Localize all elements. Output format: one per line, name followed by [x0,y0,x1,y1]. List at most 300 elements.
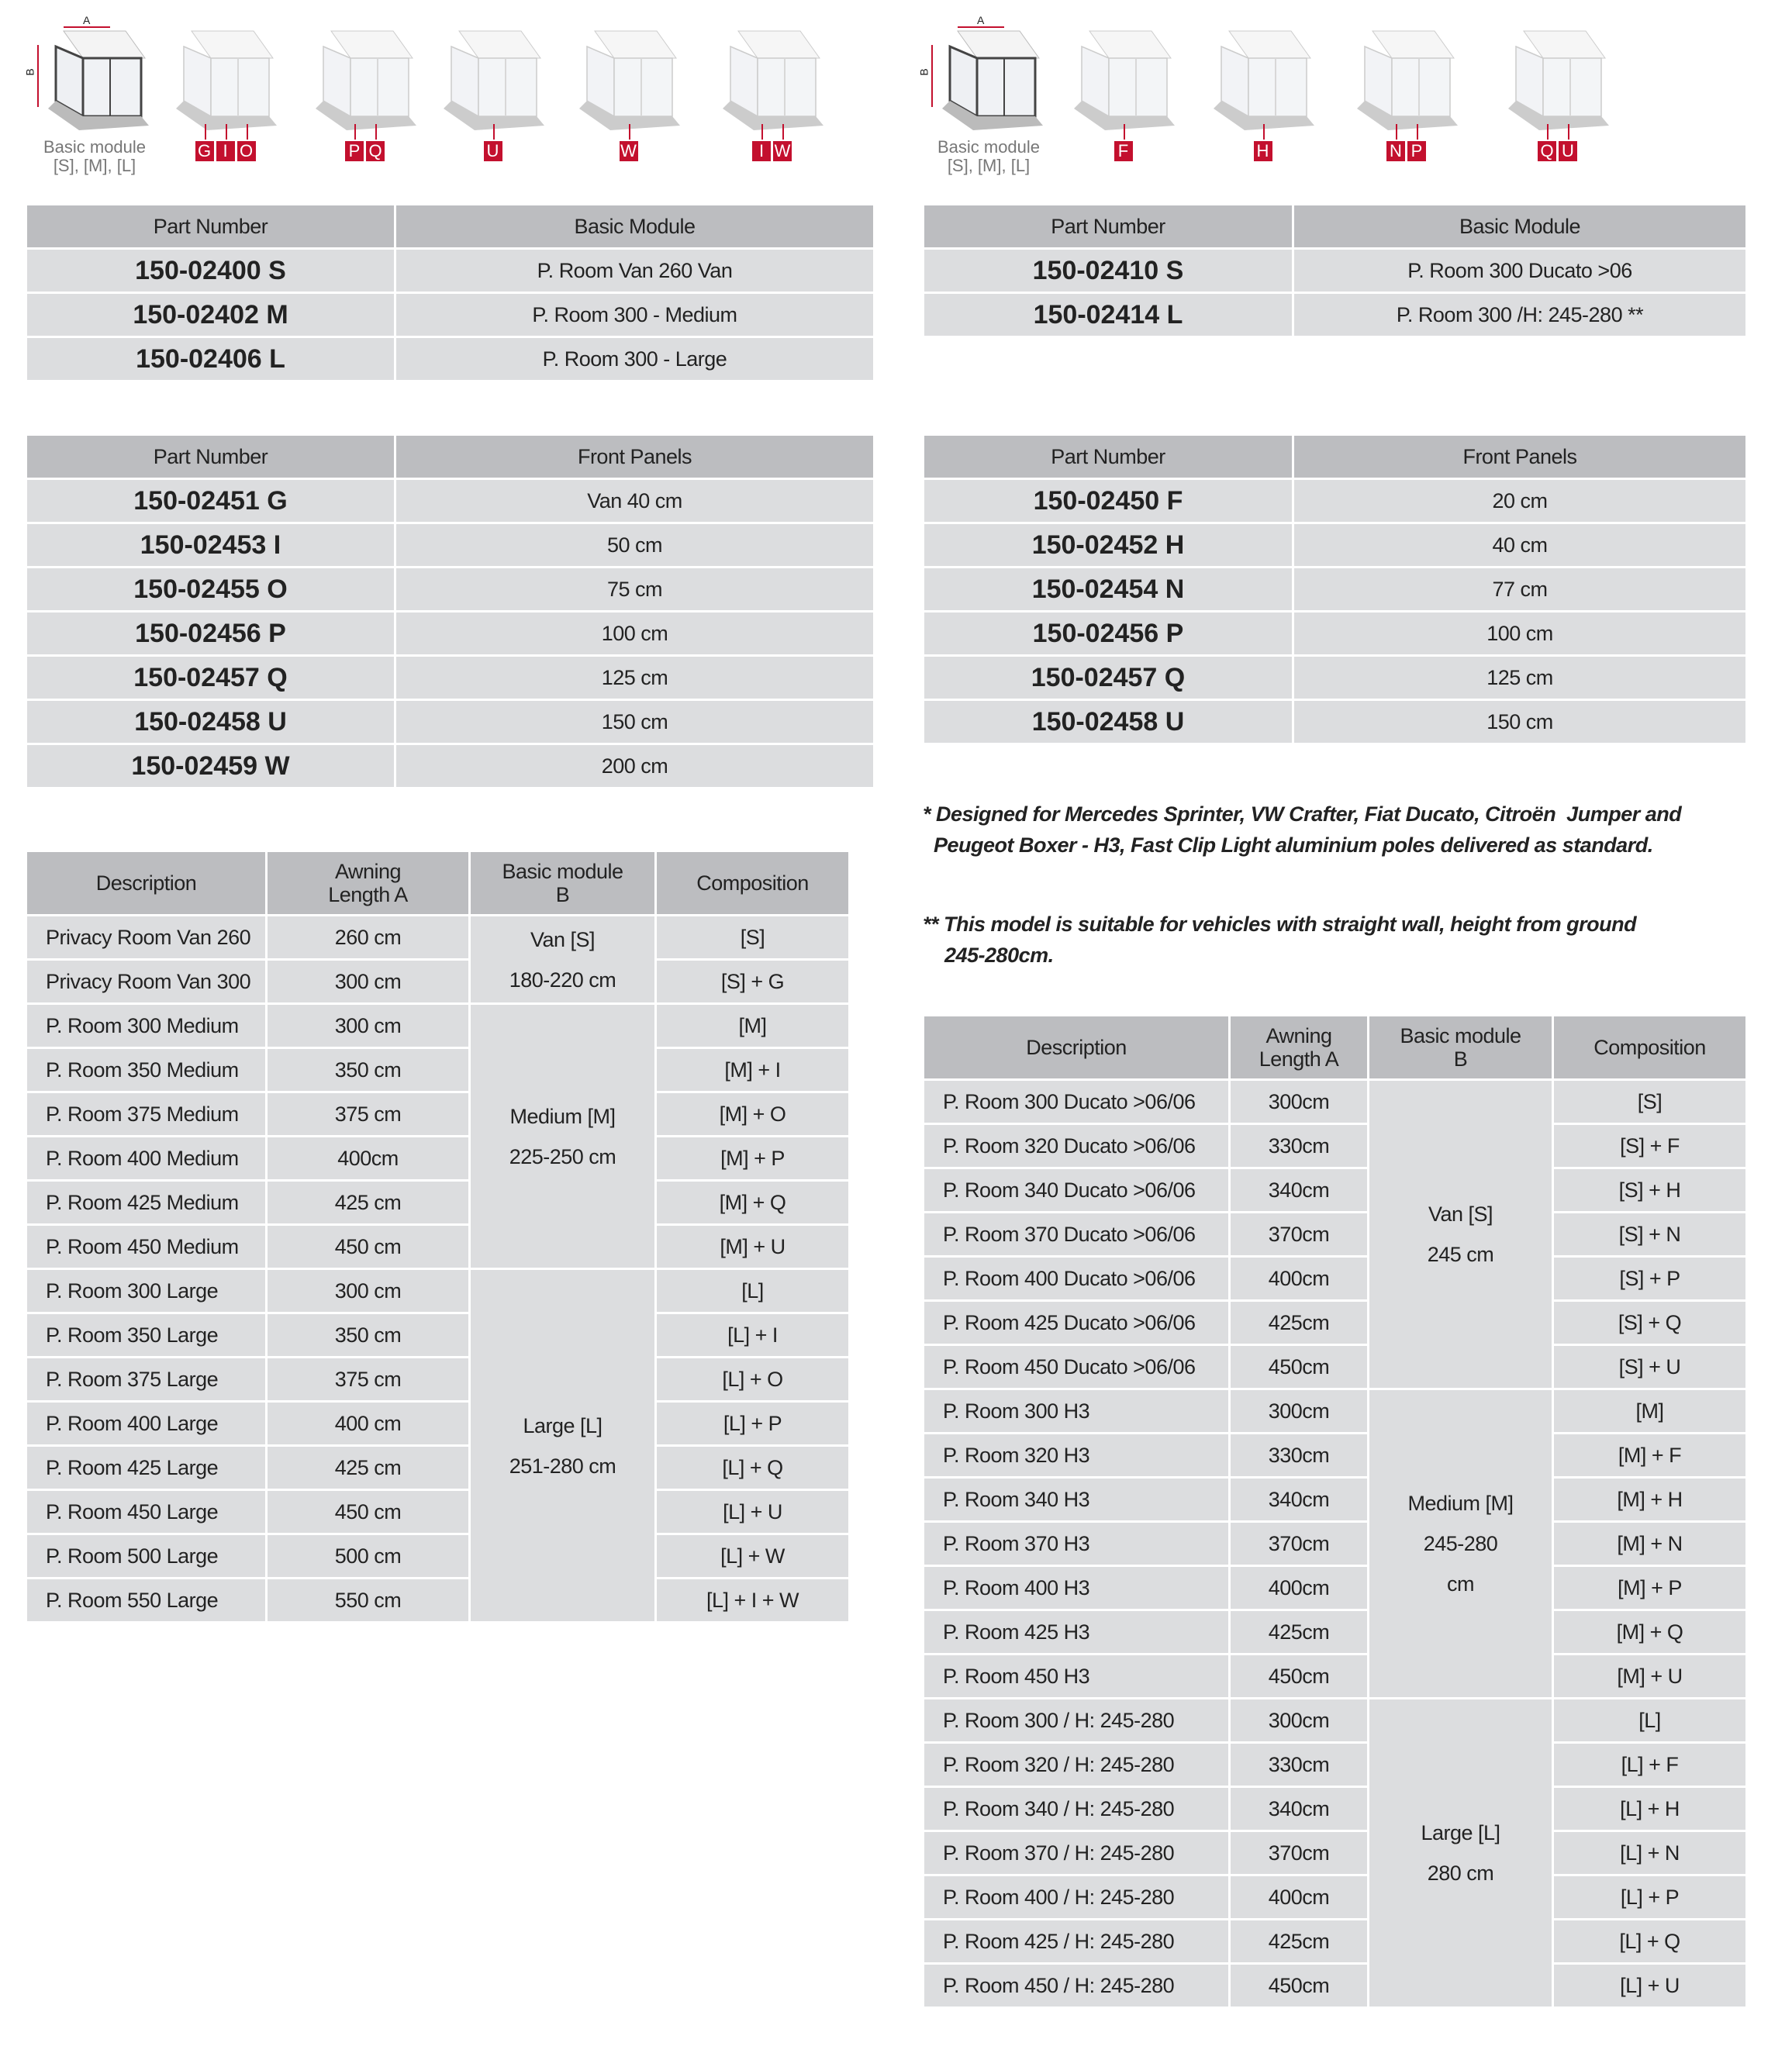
dimension-b-line [931,45,933,107]
basic-module-line: Large [L] [1421,1821,1500,1844]
basic-module-line: Van [S] [1428,1203,1493,1226]
awning-length: 450cm [1230,1964,1369,2008]
panel-letter-badge: Q [366,141,385,161]
panel-marker-line [226,124,227,140]
basic-module-line: Large [L] [523,1413,603,1437]
table-row [924,568,1747,612]
awning-length: 350 cm [267,1048,470,1092]
table-row [924,1875,1747,1920]
basic-module-line: 245 cm [1427,1243,1494,1266]
table-row [26,656,875,700]
table-row [924,1920,1747,1964]
header-line: Composition [696,871,809,895]
module-illustrations [919,16,1772,182]
panel-letter-badge: I [216,141,235,161]
basic-module-label [934,138,1043,175]
header-row [924,435,1747,479]
description: P. Room 450 Ducato >06/06 [924,1345,1230,1389]
description: P. Room 425 Medium [26,1181,267,1225]
composition: [M] + O [656,1092,850,1137]
table-row [26,1181,850,1225]
part-number: 150-02452 H [924,523,1293,568]
front-panel-illustration [715,16,831,136]
awning-length: 400cm [1230,1566,1369,1610]
description: P. Room 450 / H: 245-280 [924,1964,1230,2008]
front-panels-table [922,433,1748,745]
part-description: P. Room 300 - Medium [395,293,875,337]
description: P. Room 300 Medium [26,1004,267,1048]
part-number: 150-02458 U [26,700,395,744]
composition: [S] + G [656,960,850,1004]
part-description: P. Room 300 Ducato >06 [1293,249,1747,293]
dimension-b-label: B [23,68,36,76]
composition-table [25,850,851,1624]
awning-length: 300cm [1230,1389,1369,1434]
header-line: Length A [1259,1047,1339,1071]
part-number: 150-02450 F [924,479,1293,523]
table-row [26,916,850,960]
part-number: 150-02459 W [26,744,395,788]
part-number: 150-02406 L [26,337,395,381]
table-row [26,1402,850,1446]
panel-letter-badge: P [1407,141,1426,161]
basic-module-table [25,203,875,382]
panel-marker-line [1124,124,1125,140]
composition: [L] + W [656,1534,850,1579]
part-description: Van 40 cm [395,479,875,523]
description: P. Room 425 Large [26,1446,267,1490]
label-line: Basic module [43,137,147,157]
part-number: 150-02457 Q [924,656,1293,700]
description: P. Room 550 Large [26,1579,267,1623]
description: P. Room 375 Large [26,1358,267,1402]
awning-length: 300cm [1230,1699,1369,1743]
panel-marker-line [1263,124,1265,140]
part-description: 75 cm [395,568,875,612]
table-row [924,1301,1747,1345]
awning-length: 330cm [1230,1434,1369,1478]
table-row [924,249,1747,293]
column-header [1230,1016,1369,1080]
column-header: Part Number [924,205,1293,249]
part-number: 150-02457 Q [26,656,395,700]
awning-length: 300 cm [267,960,470,1004]
header-row [26,205,875,249]
composition: [L] + Q [656,1446,850,1490]
basic-module-line: 225-250 cm [509,1144,616,1168]
part-number: 150-02455 O [26,568,395,612]
part-description: 50 cm [395,523,875,568]
awning-length: 370cm [1230,1831,1369,1875]
part-description: 100 cm [395,612,875,656]
table-row [26,337,875,381]
table-row [924,1124,1747,1168]
label-line: Basic module [937,137,1041,157]
part-description: P. Room Van 260 Van [395,249,875,293]
composition: [S] [1553,1080,1747,1124]
description: P. Room 340 Ducato >06/06 [924,1168,1230,1213]
composition: [L] + H [1553,1787,1747,1831]
awning-length: 340cm [1230,1478,1369,1522]
table-row [26,612,875,656]
composition: [S] + U [1553,1345,1747,1389]
panel-letter-badge: G [195,141,214,161]
column-header [470,851,656,916]
header-row [924,205,1747,249]
part-description: 40 cm [1293,523,1747,568]
awning-length: 340cm [1230,1168,1369,1213]
description: P. Room 300 Ducato >06/06 [924,1080,1230,1124]
description: P. Room 500 Large [26,1534,267,1579]
front-panel-illustration [1349,16,1466,136]
awning-length: 300 cm [267,1004,470,1048]
front-panel-illustration [308,16,424,136]
table-row [26,1358,850,1402]
awning-length: 370cm [1230,1213,1369,1257]
part-description: 200 cm [395,744,875,788]
table-row [26,479,875,523]
module-illustrations [25,16,878,182]
awning-length: 375 cm [267,1092,470,1137]
column-header [1553,1016,1747,1080]
panel-marker-line [493,124,495,140]
table-row [924,612,1747,656]
awning-length: 330cm [1230,1124,1369,1168]
part-number: 150-02453 I [26,523,395,568]
composition: [S] + H [1553,1168,1747,1213]
composition: [M] + Q [1553,1610,1747,1655]
dimension-a-label: A [83,14,91,26]
basic-module-group [1369,1699,1553,2008]
panel-marker-line [761,124,763,140]
header-line: Awning [1265,1024,1332,1047]
description: P. Room 425 / H: 245-280 [924,1920,1230,1964]
awning-length: 375 cm [267,1358,470,1402]
description: P. Room 370 Ducato >06/06 [924,1213,1230,1257]
panel-marker-line [375,124,377,140]
table-row [924,1566,1747,1610]
part-number: 150-02400 S [26,249,395,293]
table-row [26,1534,850,1579]
table-row [924,1743,1747,1787]
header-line: Composition [1593,1036,1706,1059]
description: P. Room 370 H3 [924,1522,1230,1566]
composition: [L] [1553,1699,1747,1743]
composition: [L] + O [656,1358,850,1402]
panel-letter-badge: U [484,141,502,161]
basic-module-line: Medium [M] [1407,1492,1514,1515]
dimension-a-line [64,26,110,28]
basic-module-line: 251-280 cm [509,1454,616,1478]
composition: [M] [1553,1389,1747,1434]
description: P. Room 400 Medium [26,1137,267,1181]
part-number: 150-02410 S [924,249,1293,293]
table-row [26,1490,850,1534]
description: P. Room 400 Ducato >06/06 [924,1257,1230,1301]
front-panel-illustration [168,16,285,136]
part-description: 150 cm [1293,700,1747,744]
description: P. Room 450 Medium [26,1225,267,1269]
dimension-b-label: B [917,68,931,76]
composition: [L] [656,1269,850,1313]
column-header: Part Number [26,205,395,249]
description: P. Room 375 Medium [26,1092,267,1137]
header-row [26,851,850,916]
table-row [924,1213,1747,1257]
table-row [924,1655,1747,1699]
composition: [L] + P [1553,1875,1747,1920]
header-line: Basic module [502,860,623,883]
awning-length: 425cm [1230,1610,1369,1655]
description: P. Room 370 / H: 245-280 [924,1831,1230,1875]
composition: [L] + I + W [656,1579,850,1623]
basic-module-line: 280 cm [1427,1862,1494,1885]
panel-letter-badge: W [620,141,637,160]
part-description: 125 cm [395,656,875,700]
basic-module-group [470,1269,656,1623]
table-row [924,700,1747,744]
table-row [924,523,1747,568]
table-row [26,1004,850,1048]
front-panels-table [25,433,875,789]
table-row [26,1269,850,1313]
header-row [26,435,875,479]
basic-module-line: cm [1447,1572,1474,1596]
table-row [26,1313,850,1358]
description: P. Room 320 / H: 245-280 [924,1743,1230,1787]
table-row [924,1389,1747,1434]
front-panel-illustration [1066,16,1183,136]
awning-length: 330cm [1230,1743,1369,1787]
part-number: 150-02456 P [26,612,395,656]
description: Privacy Room Van 300 [26,960,267,1004]
composition: [S] + Q [1553,1301,1747,1345]
basic-module-group [1369,1389,1553,1699]
panel-letter-badge: Q [1538,141,1556,161]
part-description: 100 cm [1293,612,1747,656]
table-row [924,1964,1747,2008]
table-row [924,656,1747,700]
basic-module-label [40,138,149,175]
awning-length: 400cm [1230,1875,1369,1920]
dimension-b-line [37,45,39,107]
composition: [M] + U [1553,1655,1747,1699]
table-row [924,479,1747,523]
awning-length: 425 cm [267,1446,470,1490]
part-description: P. Room 300 - Large [395,337,875,381]
header-line: B [1453,1047,1468,1071]
awning-length: 300cm [1230,1080,1369,1124]
description: P. Room 350 Medium [26,1048,267,1092]
awning-length: 340cm [1230,1787,1369,1831]
basic-module-illustration [40,16,157,136]
description: P. Room 450 Large [26,1490,267,1534]
table-row [924,1787,1747,1831]
composition: [L] + F [1553,1743,1747,1787]
table-row [26,1092,850,1137]
description: P. Room 340 H3 [924,1478,1230,1522]
header-line: Length A [328,883,408,906]
composition: [L] + U [1553,1964,1747,2008]
awning-length: 370cm [1230,1522,1369,1566]
column-header [267,851,470,916]
part-description: 77 cm [1293,568,1747,612]
panel-letter-badge: U [1559,141,1577,161]
description: P. Room 400 / H: 245-280 [924,1875,1230,1920]
table-row [26,523,875,568]
description: P. Room 340 / H: 245-280 [924,1787,1230,1831]
table-row [924,1168,1747,1213]
composition: [M] + F [1553,1434,1747,1478]
basic-module-line: 245-280 [1423,1532,1498,1555]
part-description: 150 cm [395,700,875,744]
table-row [26,293,875,337]
panel-letter-badge: P [345,141,364,161]
awning-length: 450 cm [267,1490,470,1534]
part-number: 150-02414 L [924,293,1293,337]
table-row [26,1048,850,1092]
composition: [M] + U [656,1225,850,1269]
header-line: Basic module [1400,1024,1521,1047]
awning-length: 400cm [1230,1257,1369,1301]
column-header: Front Panels [1293,435,1747,479]
awning-length: 400cm [267,1137,470,1181]
description: P. Room 425 Ducato >06/06 [924,1301,1230,1345]
basic-module-line: Van [S] [530,927,596,951]
composition: [M] + P [1553,1566,1747,1610]
awning-length: 450 cm [267,1225,470,1269]
header-line: Description [1026,1036,1127,1059]
column-header: Basic Module [1293,205,1747,249]
description: P. Room 425 H3 [924,1610,1230,1655]
dimension-a-line [958,26,1004,28]
label-line: [S], [M], [L] [947,156,1031,175]
table-row [26,1137,850,1181]
panel-letter-badge: H [1254,141,1272,161]
table-row [924,1434,1747,1478]
header-line: B [555,883,570,906]
table-row [924,1080,1747,1124]
column-header [1369,1016,1553,1080]
column-header: Front Panels [395,435,875,479]
front-panel-illustration [1206,16,1322,136]
table-row [924,1257,1747,1301]
panel-marker-line [782,124,784,140]
table-row [26,960,850,1004]
awning-length: 450cm [1230,1345,1369,1389]
basic-module-group [1369,1080,1553,1389]
basic-module-line: 180-220 cm [509,968,616,992]
basic-module-group [470,916,656,1004]
description: P. Room 400 H3 [924,1566,1230,1610]
table-row [924,1522,1747,1566]
label-line: [S], [M], [L] [53,156,136,175]
composition: [S] + P [1553,1257,1747,1301]
basic-module-illustration [934,16,1051,136]
composition: [L] + P [656,1402,850,1446]
description: P. Room 300 H3 [924,1389,1230,1434]
awning-length: 300 cm [267,1269,470,1313]
composition: [S] [656,916,850,960]
basic-module-table [922,203,1748,338]
awning-length: 260 cm [267,916,470,960]
panel-marker-line [1396,124,1397,140]
footnote: * Designed for Mercedes Sprinter, VW Crafter, Fiat Ducato, Citroën Jumper and Peugeot Boxer - H3, Fast Clip Light aluminium poles delivered as standard. [923,802,1682,857]
header-line: Awning [334,860,402,883]
panel-letter-badge: F [1114,141,1133,161]
panel-letter-badge: N [1386,141,1405,161]
description: P. Room 320 H3 [924,1434,1230,1478]
awning-length: 350 cm [267,1313,470,1358]
panel-letter-badge: O [237,141,256,161]
front-panel-illustration [436,16,552,136]
description: P. Room 450 H3 [924,1655,1230,1699]
part-description: 125 cm [1293,656,1747,700]
composition: [L] + Q [1553,1920,1747,1964]
description: Privacy Room Van 260 [26,916,267,960]
awning-length: 450cm [1230,1655,1369,1699]
description: P. Room 300 Large [26,1269,267,1313]
dimension-a-label: A [977,14,985,26]
table-row [924,1610,1747,1655]
awning-length: 425cm [1230,1920,1369,1964]
description: P. Room 400 Large [26,1402,267,1446]
table-row [26,1446,850,1490]
composition-table [922,1014,1748,2009]
description: P. Room 300 / H: 245-280 [924,1699,1230,1743]
panel-letter-badge: I [752,141,771,161]
table-row [26,568,875,612]
awning-length: 425 cm [267,1181,470,1225]
composition: [M] + H [1553,1478,1747,1522]
awning-length: 550 cm [267,1579,470,1623]
part-number: 150-02402 M [26,293,395,337]
composition: [S] + N [1553,1213,1747,1257]
composition: [L] + I [656,1313,850,1358]
composition: [M] + I [656,1048,850,1092]
table-row [924,1478,1747,1522]
part-number: 150-02456 P [924,612,1293,656]
composition: [S] + F [1553,1124,1747,1168]
footnote: ** This model is suitable for vehicles with straight wall, height from ground 245-280cm. [923,913,1637,967]
awning-length: 425cm [1230,1301,1369,1345]
description: P. Room 320 Ducato >06/06 [924,1124,1230,1168]
basic-module-group [470,1004,656,1269]
table-row [924,293,1747,337]
panel-marker-line [1417,124,1418,140]
composition: [M] + N [1553,1522,1747,1566]
composition: [M] + Q [656,1181,850,1225]
basic-module-line: Medium [M] [509,1104,616,1128]
table-row [26,1225,850,1269]
column-header: Part Number [26,435,395,479]
part-description: P. Room 300 /H: 245-280 ** [1293,293,1747,337]
panel-marker-line [354,124,356,140]
awning-length: 500 cm [267,1534,470,1579]
panel-marker-line [629,124,630,140]
awning-length: 400 cm [267,1402,470,1446]
column-header: Part Number [924,435,1293,479]
composition: [L] + U [656,1490,850,1534]
panel-marker-line [1547,124,1549,140]
table-row [26,700,875,744]
composition: [L] + N [1553,1831,1747,1875]
table-row [924,1699,1747,1743]
table-row [26,249,875,293]
part-number: 150-02458 U [924,700,1293,744]
panel-marker-line [1568,124,1569,140]
column-header [26,851,267,916]
